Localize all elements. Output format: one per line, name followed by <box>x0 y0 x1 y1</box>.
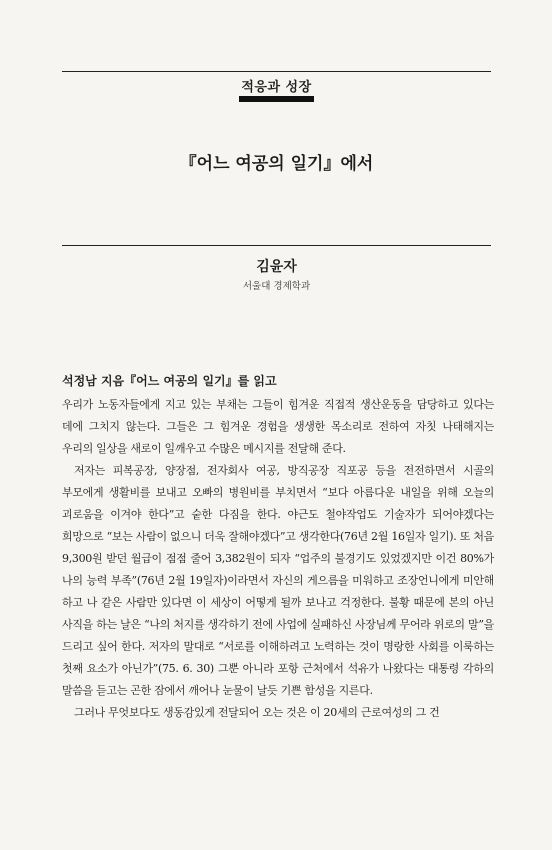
header-rule <box>62 71 491 72</box>
paragraph: 그러나 무엇보다도 생동감있게 전달되어 오는 것은 이 20세의 근로여성의 그 건 <box>74 706 440 719</box>
paragraph: 저자는 피복공장, 양장점, 전자회사 여공, 방직공장 직포공 등을 전전하면서 시골의 부모에게 생활비를 보내고 오빠의 병원비를 부치면서 “보다 아름다운 내일을 위해 오늘의 괴로움을 이겨야 한다”고 숱한 다짐을 한다. 야근도 철야작업도 기술자가 되어야겠다는 희망으로 “보는 사람이 없으니 더욱 잘해야겠다”고 생각한다(76년 2월 16일자 일기). 또 처음 9,300원 받던 월급이 점점 줄어 3,382원이 되자 “업주의 불경기도 있었겠지만 이건 80%가 나의 능력 부족”(76년 2월 19일자)이라면서 자신의 게으름을 미워하고 조장언니에게 미안해 하고 나 같은 사람만 있다면 이 세상이 어떻게 될까 보나고 걱정한다. 불황 때문에 본의 아닌 사직을 하는 날은 “나의 처지를 생각하기 전에 사업에 실패하신 사장님께 무어라 위로의 말”을 드리고 싶어 한다. 저자의 말대로 “서로를 이해하려고 노력하는 것이 명랑한 사회를 이룩하는 첫째 요소가 아닌가”(75. 6. 30) 그뿐 아니라 포항 근처에서 석유가 나왔다는 대통령 각하의 말씀을 듣고는 곤한 잠에서 깨어나 눈물이 날듯 기쁜 함성을 지른다. <box>62 464 494 697</box>
paragraph: 우리가 노동자들에게 지고 있는 부채는 그들이 힘겨운 직접적 생산운동을 담당하고 있다는 데에 그치지 않는다. 그들은 그 힘겨운 경험을 생생한 목소리로 전하여 자칫 나태해지는 우리의 일상을 새로이 일깨우고 수많은 메시지를 전달해 준다. <box>62 398 494 455</box>
author-affiliation: 서울대 경제학과 <box>242 281 311 292</box>
article-body <box>62 373 494 724</box>
body-subhead: 석정남 지음『어느 여공의 일기』를 읽고 <box>62 374 277 388</box>
section-label: 적응과 성장 <box>241 80 312 95</box>
author-rule <box>62 245 491 246</box>
section-bar <box>239 96 314 102</box>
author-name: 김윤자 <box>256 259 297 275</box>
article-title: 『어느 여공의 일기』에서 <box>179 154 374 174</box>
